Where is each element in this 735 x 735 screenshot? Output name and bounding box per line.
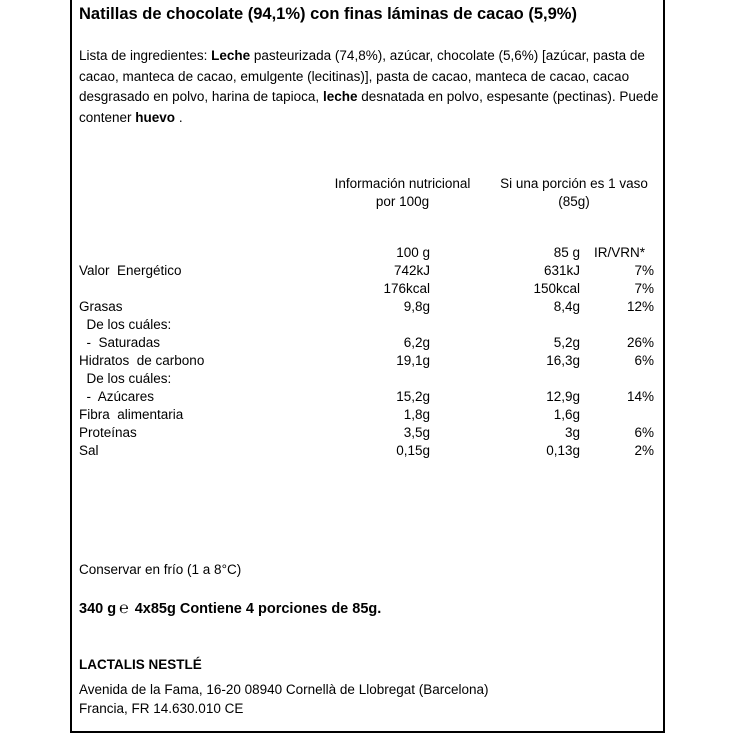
- ingredients-part: .: [175, 109, 183, 125]
- ingredients-part: desnatada en polvo, espesante (pectinas). Puede contener: [79, 89, 659, 125]
- nutrient-value-portion: 8,4g: [553, 299, 580, 314]
- ingredients-part: Lista de ingredientes:: [79, 48, 212, 63]
- allergen-huevo: huevo: [135, 109, 176, 125]
- nutrient-value-portion: 5,2g: [553, 335, 580, 350]
- nutrient-value-portion: 12,9g: [546, 389, 580, 404]
- nutrient-label: Sal: [79, 443, 99, 458]
- nutrient-label: De los cuáles:: [79, 371, 172, 386]
- col-ir-vrn: IR/VRN*: [594, 245, 646, 260]
- ingredients-part: pasteurizada (74,8%), azúcar, chocolate (5,6%) [azúcar, pasta de cacao, manteca de cacao, emulgente (lecitinas)], pasta de cacao, manteca de cacao, cacao desgrasado en polvo, harina de tapioca,: [79, 48, 645, 104]
- nutrient-value-portion: 150kcal: [533, 281, 580, 296]
- nutrient-value-100g: 19,1g: [396, 353, 430, 368]
- product-title: Natillas de chocolate (94,1%) con finas láminas de cacao (5,9%): [79, 5, 577, 23]
- address-line: Avenida de la Fama, 16-20 08940 Cornellà de Llobregat (Barcelona): [79, 682, 489, 697]
- nutrient-label: Hidratos de carbono: [79, 353, 205, 368]
- net-quantity: [79, 600, 381, 618]
- nutrient-value-100g: 1,8g: [403, 407, 430, 422]
- allergen-leche: leche: [322, 89, 358, 104]
- nutrient-ir-vrn: 2%: [634, 443, 654, 458]
- nutrient-label: Valor Energético: [79, 263, 182, 278]
- nutrient-ir-vrn: 6%: [634, 425, 654, 440]
- header-per-100-line1: Información nutricional: [334, 176, 471, 191]
- nutrient-value-portion: 1,6g: [553, 407, 580, 422]
- company-address: [79, 680, 489, 718]
- nutrient-value-portion: 0,13g: [546, 443, 580, 458]
- nutrient-label: - Azúcares: [79, 389, 155, 404]
- nutrient-label: Proteínas: [79, 425, 137, 440]
- nutrient-ir-vrn: 7%: [634, 281, 654, 296]
- portions-text: 4x85g Contiene 4 porciones de 85g.: [134, 601, 382, 617]
- nutrient-label: Grasas: [79, 299, 123, 314]
- company-name: LACTALIS NESTLÉ: [79, 657, 202, 672]
- ingredients-list: [79, 46, 659, 128]
- col-85g: 85 g: [553, 245, 580, 260]
- nutrient-ir-vrn: 26%: [626, 335, 654, 350]
- allergen-leche: Leche: [211, 48, 251, 63]
- e-mark-icon: ℮: [119, 600, 129, 617]
- header-per-portion-line2: (85g): [558, 194, 590, 209]
- nutrient-value-portion: 3g: [564, 425, 580, 440]
- nutrient-value-100g: 3,5g: [403, 425, 430, 440]
- nutrient-ir-vrn: 6%: [634, 353, 654, 368]
- header-per-portion-line1: Si una porción es 1 vaso: [500, 176, 648, 191]
- nutrient-value-100g: 15,2g: [396, 389, 430, 404]
- nutrient-value-100g: 742kJ: [393, 263, 430, 278]
- col-100g: 100 g: [396, 245, 430, 260]
- header-per-100-line2: por 100g: [375, 194, 430, 209]
- nutrient-label: - Saturadas: [79, 335, 161, 350]
- nutrient-value-100g: 6,2g: [403, 335, 430, 350]
- nutrient-value-100g: 9,8g: [403, 299, 430, 314]
- nutrient-ir-vrn: 12%: [626, 299, 654, 314]
- nutrient-label: Fibra alimentaria: [79, 407, 184, 422]
- net-weight: 340 g: [79, 601, 117, 617]
- nutrient-value-portion: 16,3g: [546, 353, 580, 368]
- nutrient-ir-vrn: 7%: [634, 263, 654, 278]
- nutrient-value-portion: 631kJ: [543, 263, 580, 278]
- storage-instructions: Conservar en frío (1 a 8°C): [79, 562, 242, 577]
- nutrient-value-100g: 0,15g: [396, 443, 430, 458]
- nutrient-label: De los cuáles:: [79, 317, 172, 332]
- nutrient-ir-vrn: 14%: [626, 389, 654, 404]
- address-line: Francia, FR 14.630.010 CE: [79, 701, 244, 716]
- nutrient-value-100g: 176kcal: [383, 281, 430, 296]
